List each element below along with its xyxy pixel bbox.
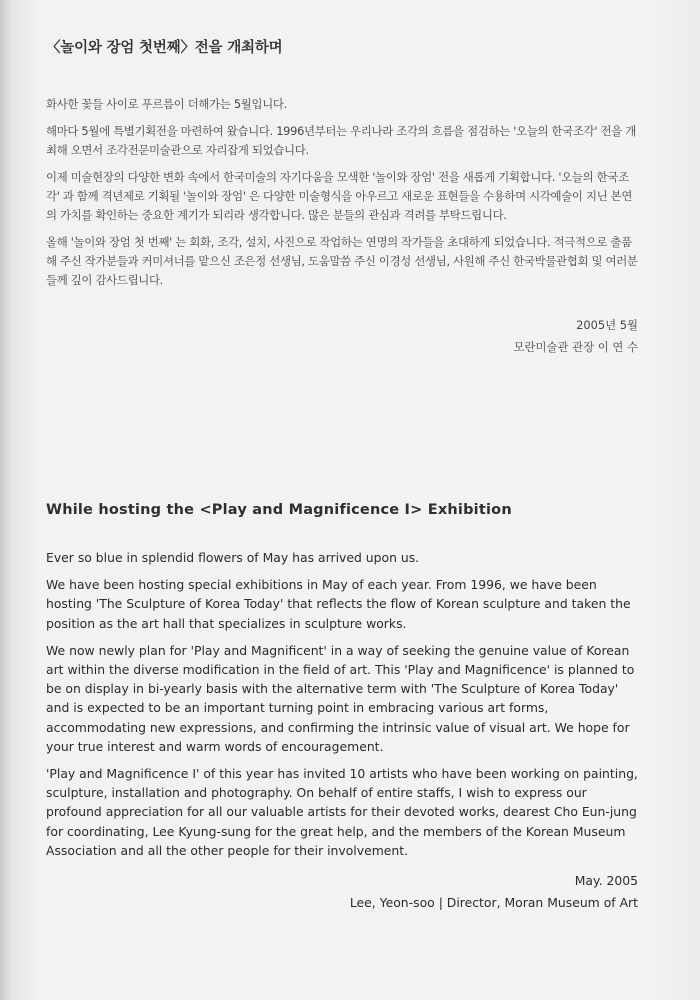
korean-date: 2005년 5월 — [576, 318, 638, 332]
english-paragraph: Ever so blue in splendid flowers of May has arrived upon us. — [46, 550, 420, 565]
english-signature-block — [46, 870, 638, 914]
korean-paragraph: 해마다 5월에 특별기획전을 마련하여 왔습니다. 1996년부터는 우리나라 조각의 흐름을 점검하는 '오늘의 한국조각' 전을 개최해 오면서 조각전문미술관으로 자리잡게 되었습니다. — [46, 124, 636, 157]
korean-section — [46, 36, 638, 358]
english-paragraph: We now newly plan for 'Play and Magnificent' in a way of seeking the genuine value of Korean art within the diverse modification in the field of art. This 'Play and Magnificence' is planned to be on display in bi-yearly basis with the alternative term with 'The Sculpture of Korea Today' and is expected to be an important turning point in embracing various art forms, accommodating new expressions, and confirming the intrinsic value of visual art. We hope for your true interest and warm words of encouragement. — [46, 642, 635, 754]
english-signature: Lee, Yeon-soo | Director, Moran Museum of Art — [349, 895, 638, 911]
korean-body — [46, 95, 638, 290]
korean-paragraph: 올해 '놀이와 장엄 첫 번째' 는 회화, 조각, 설치, 사진으로 작업하는 연명의 작가들을 초대하게 되었습니다. 적극적으로 출품해 주신 작가분들과 커미셔너를 맡으신 조은정 선생님, 도움말씀 주신 이경성 선생님, 사원해 주신 한국박물관협회 및 여러분들께 깊이 감사드립니다. — [46, 235, 638, 287]
korean-signature: 모란미술관 관장 이 연 수 — [513, 340, 638, 354]
korean-signature-block — [46, 314, 638, 358]
korean-paragraph: 화사한 꽃들 사이로 푸르름이 더해가는 5월입니다. — [46, 97, 287, 111]
korean-title: 〈놀이와 장엄 첫번째〉전을 개최하며 — [46, 40, 283, 56]
korean-paragraph: 이제 미술현장의 다양한 변화 속에서 한국미술의 자기다움을 모색한 '놀이와 장엄' 전을 새롭게 기획합니다. '오늘의 한국조각' 과 함께 격년제로 기획될 '놀이와 장엄' 은 다양한 미술형식을 아우르고 새로운 표현들을 수용하며 시각예술이 지닌 본연의 가치를 확인하는 중요한 계기가 되리라 생각합니다. 많은 분들의 관심과 격려를 부탁드립니다. — [46, 170, 633, 222]
english-body — [46, 548, 638, 860]
english-date: May. 2005 — [574, 873, 638, 889]
english-section — [46, 502, 638, 914]
english-title: While hosting the <Play and Magnificence I> Exhibition — [46, 502, 512, 518]
english-paragraph: 'Play and Magnificence I' of this year has invited 10 artists who have been working on painting, sculpture, installation and photography. On behalf of entire staffs, I wish to express our profound appreciation for all our valuable artists for their devoted works, dearest Cho Eun-jung for coordinating, Lee Kyung-sung for the great help, and the members of the Korean Museum Association and all the other people for their involvement. — [46, 766, 638, 858]
english-paragraph: We have been hosting special exhibitions in May of each year. From 1996, we have been hosting 'The Sculpture of Korea Today' that reflects the flow of Korean sculpture and taken the position as the art hall that specializes in sculpture works. — [46, 577, 631, 631]
